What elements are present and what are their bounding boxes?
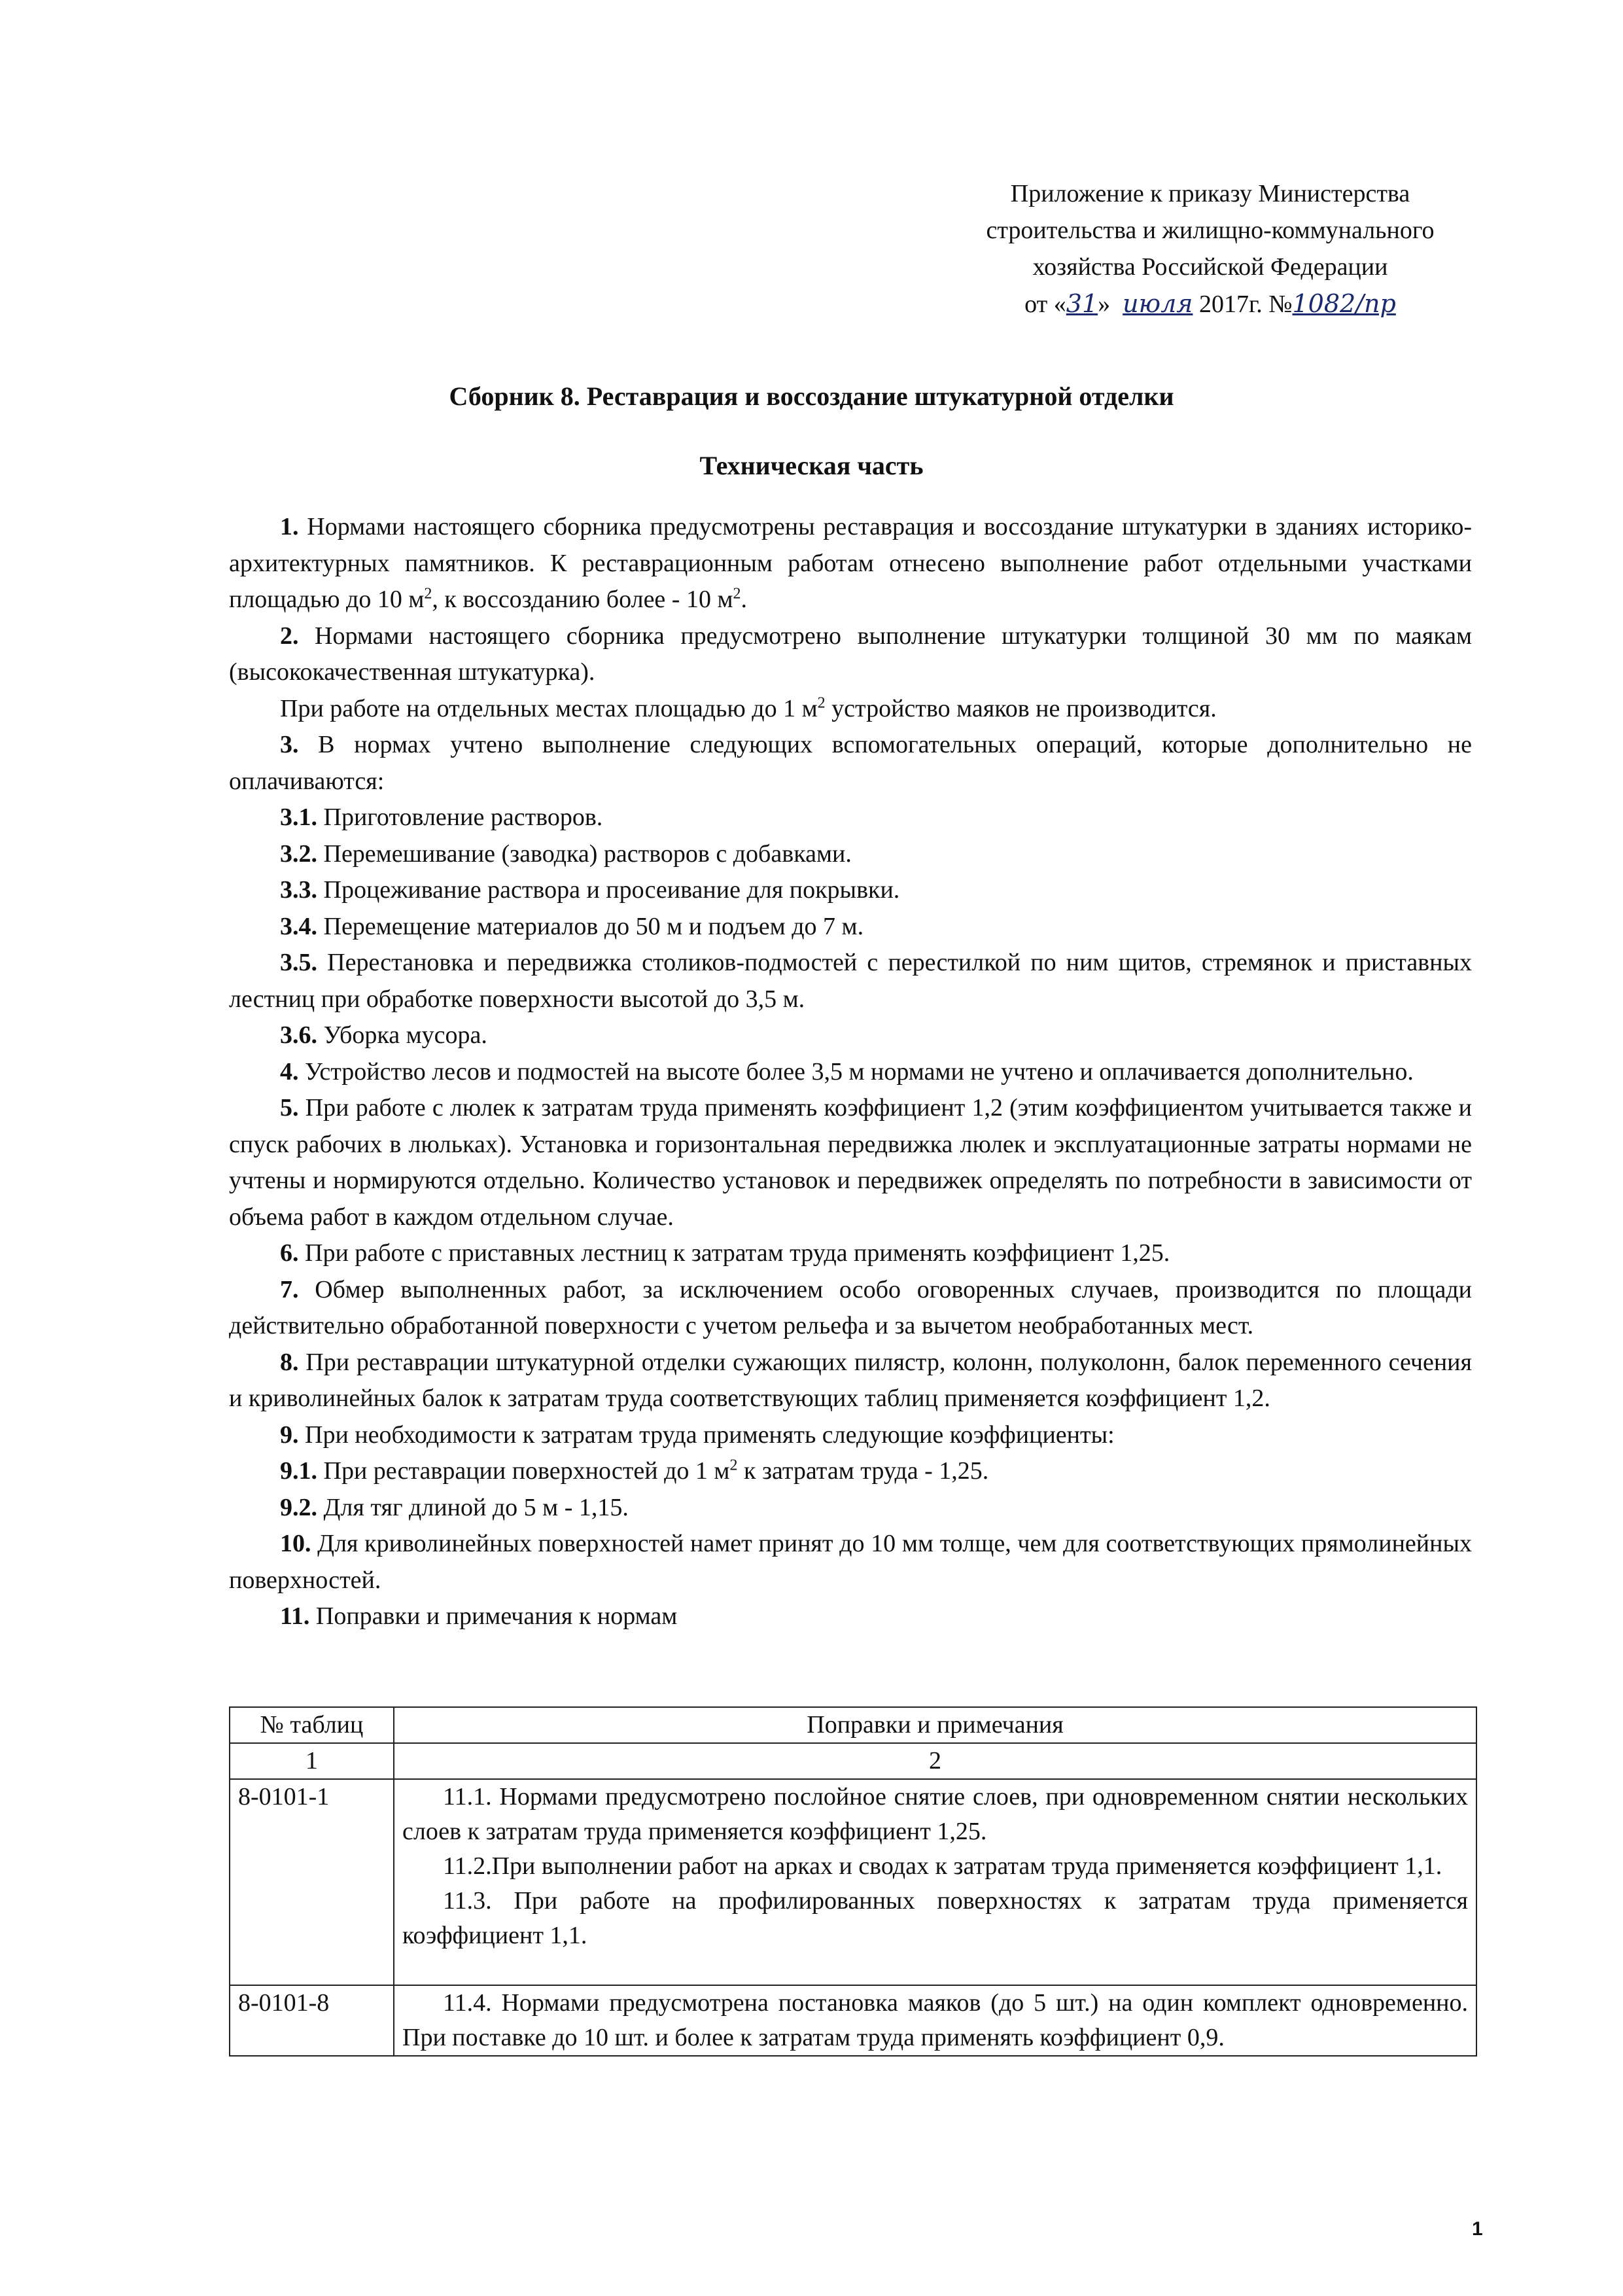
table-row <box>230 1779 1476 1985</box>
paragraph-text: При работе с люлек к затратам труда применять коэффициент 1,2 (этим коэффициентом учитывается также и спуск рабочих в люльках). Установка и горизонтальная передвижка люлек и эксплуатационные затраты нормами не учтены и нормируются отдельно. Количество установок и передвижек определять по потребности в зависимости от объема работ в каждом отдельном случае. <box>229 1094 1472 1231</box>
paragraph-text: Уборка мусора. <box>317 1021 487 1049</box>
column-index-1: 1 <box>230 1743 394 1779</box>
paragraph-number: 4. <box>280 1057 299 1086</box>
paragraph <box>229 509 1472 618</box>
table-row <box>230 1985 1476 2056</box>
paragraph <box>229 800 1472 836</box>
table-header-notes: Поправки и примечания <box>394 1707 1476 1743</box>
table-number-cell: 8-0101-1 <box>230 1779 394 1985</box>
paragraph <box>229 1235 1472 1272</box>
notes-cell <box>394 1985 1476 2056</box>
paragraph-text: Перемещение материалов до 50 м и подъем до 7 м. <box>317 912 864 940</box>
paragraph-number: 9. <box>280 1421 299 1449</box>
paragraph <box>229 1054 1472 1091</box>
paragraph <box>229 1598 1472 1635</box>
paragraph-number: 10. <box>280 1530 311 1557</box>
paragraph <box>229 836 1472 873</box>
table-index-row <box>230 1743 1476 1779</box>
table-header-row <box>230 1707 1476 1743</box>
paragraph-number: 8. <box>280 1348 299 1376</box>
technical-part-body <box>229 509 1472 1635</box>
section-title: Техническая часть <box>699 451 924 480</box>
paragraph-text: Для тяг длиной до 5 м - 1,15. <box>317 1493 629 1521</box>
paragraph-text: При необходимости к затратам труда применять следующие коэффициенты: <box>298 1421 1115 1449</box>
paragraph-number: 3.6. <box>280 1021 317 1049</box>
page-number: 1 <box>1472 2218 1483 2240</box>
note-paragraph: 11.4. Нормами предусмотрена постановка маяков (до 5 шт.) на один комплект одновременно. При поставке до 10 шт. и более к затратам труда применять коэффициент 0,9. <box>402 1989 1468 2051</box>
header-line-3: хозяйства Российской Федерации <box>1032 253 1388 281</box>
paragraph <box>229 945 1472 1017</box>
paragraph-text: В нормах учтено выполнение следующих вспомогательных операций, которые дополнительно не оплачиваются: <box>229 731 1472 795</box>
notes-table <box>229 1706 1477 2057</box>
paragraph <box>229 1017 1472 1054</box>
paragraph-text: Приготовление растворов. <box>317 804 603 831</box>
paragraph-number: 11. <box>280 1602 310 1630</box>
paragraph-number: 9.2. <box>280 1493 317 1521</box>
paragraph-number: 5. <box>280 1094 299 1122</box>
paragraph-text: При работе с приставных лестниц к затратам труда применять коэффициент 1,25. <box>298 1239 1170 1267</box>
paragraph <box>229 618 1472 691</box>
paragraph-text: Обмер выполненных работ, за исключением особо оговоренных случаев, производится по площади действительно обработанной поверхности с учетом рельефа и за вычетом необработанных мест. <box>229 1275 1472 1339</box>
order-attachment-header <box>942 175 1478 323</box>
header-line-2: строительства и жилищно-коммунального <box>986 217 1435 244</box>
note-paragraph: 11.1. Нормами предусмотрено послойное снятие слоев, при одновременном снятии нескольких слоев к затратам труда применяется коэффициент 1,25. <box>402 1783 1468 1845</box>
paragraph <box>229 727 1472 800</box>
paragraph-text: При реставрации поверхностей до 1 $м^2$ к затратам труда - 1,25. <box>317 1457 989 1485</box>
order-date-line <box>942 285 1478 323</box>
paragraph-text: Для криволинейных поверхностей намет принят до 10 мм толще, чем для соответствующих прямолинейных поверхностей. <box>229 1530 1472 1594</box>
paragraph-text: Устройство лесов и подмостей на высоте более 3,5 м нормами не учтено и оплачивается дополнительно. <box>298 1057 1414 1086</box>
quote-close: » <box>1098 291 1111 318</box>
paragraph-number: 7. <box>280 1275 299 1303</box>
paragraph-number: 9.1. <box>280 1457 317 1485</box>
handwritten-day: 31 <box>1066 289 1098 318</box>
paragraph-text: При работе на отдельных местах площадью до 1 $м^2$ устройство маяков не производится. <box>280 694 1217 722</box>
handwritten-month: июля <box>1123 289 1193 318</box>
paragraph-text: Процеживание раствора и просеивание для покрывки. <box>317 876 900 904</box>
date-prefix: от « <box>1024 291 1066 318</box>
year-text: 2017г. № <box>1198 291 1293 318</box>
paragraph-number: 6. <box>280 1239 299 1267</box>
paragraph <box>229 1345 1472 1417</box>
paragraph-text: Поправки и примечания к нормам <box>309 1602 678 1630</box>
paragraph <box>229 691 1472 728</box>
paragraph-text: Перестановка и передвижка столиков-подмостей с перестилкой по ним щитов, стремянок и приставных лестниц при обработке поверхности высотой до 3,5 м. <box>229 949 1472 1013</box>
paragraph-text: Нормами настоящего сборника предусмотрено выполнение штукатурки толщиной 30 мм по маякам (высококачественная штукатурка). <box>229 622 1472 686</box>
paragraph-number: 3. <box>280 731 299 758</box>
table-header-number: № таблиц <box>230 1707 394 1743</box>
paragraph-number: 1. <box>280 513 299 540</box>
paragraph <box>229 1526 1472 1598</box>
paragraph-number: 3.1. <box>280 804 317 831</box>
paragraph <box>229 1272 1472 1345</box>
note-paragraph: 11.3. При работе на профилированных поверхностях к затратам труда применяется коэффициент 1,1. <box>402 1887 1468 1949</box>
note-paragraph: 11.2.При выполнении работ на арках и сводах к затратам труда применяется коэффициент 1,1. <box>443 1852 1442 1880</box>
paragraph-text: Перемешивание (заводка) растворов с добавками. <box>317 839 852 868</box>
paragraph-number: 3.4. <box>280 912 317 940</box>
paragraph <box>229 1490 1472 1527</box>
header-line-1: Приложение к приказу Министерства <box>1010 180 1410 207</box>
column-index-2: 2 <box>394 1743 1476 1779</box>
paragraph-number: 3.5. <box>280 949 317 976</box>
paragraph <box>229 1453 1472 1490</box>
paragraph-number: 3.2. <box>280 839 317 868</box>
handwritten-order-number: 1082/пр <box>1292 289 1396 318</box>
paragraph <box>229 872 1472 909</box>
paragraph-text: При реставрации штукатурной отделки сужающих пилястр, колонн, полуколонн, балок переменного сечения и криволинейных балок к затратам труда соответствующих таблиц применяется коэффициент 1,2. <box>229 1348 1472 1412</box>
paragraph-number: 3.3. <box>280 876 317 904</box>
paragraph-number: 2. <box>280 622 299 650</box>
table-number-cell: 8-0101-8 <box>230 1985 394 2056</box>
collection-title: Сборник 8. Реставрация и воссоздание штукатурной отделки <box>449 381 1174 411</box>
paragraph <box>229 1417 1472 1454</box>
paragraph <box>229 1090 1472 1235</box>
paragraph-text: Нормами настоящего сборника предусмотрены реставрация и воссоздание штукатурки в зданиях историко-архитектурных памятников. К реставрационным работам отнесено выполнение работ отдельными участками площадью до 10 $м^2$, к воссозданию более - 10 $м^2$. <box>229 513 1472 613</box>
paragraph <box>229 909 1472 945</box>
notes-cell <box>394 1779 1476 1985</box>
